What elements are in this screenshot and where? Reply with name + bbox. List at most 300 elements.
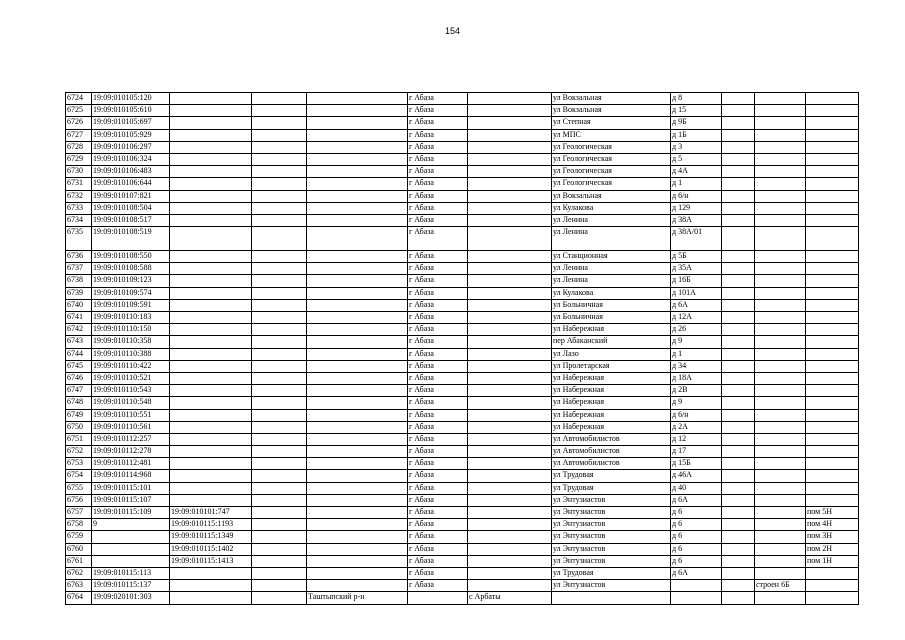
row-number-cell: 6735 xyxy=(66,227,92,251)
row-number-cell: 6749 xyxy=(66,409,92,421)
street-cell: ул Набережная xyxy=(552,372,671,384)
cadastral-number-cell: 19:09:010115:109 xyxy=(92,507,170,519)
row-number-cell: 6755 xyxy=(66,482,92,494)
cadastral-number-cell: 19:09:010112:278 xyxy=(92,446,170,458)
col-10-cell xyxy=(722,397,755,409)
table-row xyxy=(66,543,859,555)
district-cell xyxy=(307,409,408,421)
street-cell: ул Набережная xyxy=(552,385,671,397)
district-cell xyxy=(307,299,408,311)
premises-cell xyxy=(806,251,859,263)
building-cell xyxy=(755,129,806,141)
row-number-cell: 6740 xyxy=(66,299,92,311)
building-cell xyxy=(755,360,806,372)
table-row xyxy=(66,166,859,178)
row-number-cell: 6729 xyxy=(66,153,92,165)
house-cell: д 6А xyxy=(671,299,722,311)
cadastral-number-2-cell xyxy=(170,324,252,336)
settlement-cell xyxy=(468,202,552,214)
street-cell: ул Лазо xyxy=(552,348,671,360)
col-4-cell xyxy=(252,507,307,519)
table-row xyxy=(66,287,859,299)
cadastral-number-cell: 19:09:010110:561 xyxy=(92,421,170,433)
house-cell: д 1 xyxy=(671,348,722,360)
table-row xyxy=(66,433,859,445)
register-table xyxy=(65,92,859,605)
col-10-cell xyxy=(722,166,755,178)
street-cell: ул Геологическая xyxy=(552,178,671,190)
col-10-cell xyxy=(722,129,755,141)
cadastral-number-cell: 19:09:010108:588 xyxy=(92,263,170,275)
col-4-cell xyxy=(252,567,307,579)
table-row xyxy=(66,324,859,336)
table-row xyxy=(66,409,859,421)
premises-cell xyxy=(806,446,859,458)
table-row xyxy=(66,458,859,470)
settlement-cell xyxy=(468,494,552,506)
street-cell xyxy=(552,592,671,604)
row-number-cell: 6731 xyxy=(66,178,92,190)
premises-cell: пом 5Н xyxy=(806,507,859,519)
settlement-cell xyxy=(468,519,552,531)
district-cell xyxy=(307,190,408,202)
street-cell: ул Автомобилистов xyxy=(552,458,671,470)
house-cell: д 9 xyxy=(671,336,722,348)
col-10-cell xyxy=(722,227,755,251)
building-cell xyxy=(755,592,806,604)
row-number-cell: 6748 xyxy=(66,397,92,409)
cadastral-number-cell: 19:09:010105:929 xyxy=(92,129,170,141)
col-4-cell xyxy=(252,580,307,592)
cadastral-number-2-cell xyxy=(170,141,252,153)
settlement-cell xyxy=(468,555,552,567)
table-row xyxy=(66,360,859,372)
cadastral-number-cell xyxy=(92,555,170,567)
premises-cell: пом 1Н xyxy=(806,555,859,567)
settlement-cell xyxy=(468,543,552,555)
district-cell xyxy=(307,117,408,129)
city-cell: г Абаза xyxy=(408,227,468,251)
cadastral-number-2-cell xyxy=(170,93,252,105)
building-cell xyxy=(755,178,806,190)
city-cell: г Абаза xyxy=(408,372,468,384)
district-cell xyxy=(307,251,408,263)
col-10-cell xyxy=(722,190,755,202)
cadastral-number-2-cell xyxy=(170,336,252,348)
settlement-cell xyxy=(468,299,552,311)
street-cell: ул МПС xyxy=(552,129,671,141)
row-number-cell: 6756 xyxy=(66,494,92,506)
settlement-cell xyxy=(468,397,552,409)
row-number-cell: 6734 xyxy=(66,214,92,226)
col-10-cell xyxy=(722,446,755,458)
table-row xyxy=(66,421,859,433)
house-cell: д 6/н xyxy=(671,409,722,421)
street-cell: ул Геологическая xyxy=(552,153,671,165)
house-cell: д 4А xyxy=(671,166,722,178)
premises-cell xyxy=(806,336,859,348)
building-cell xyxy=(755,348,806,360)
house-cell: д 1Б xyxy=(671,129,722,141)
settlement-cell xyxy=(468,227,552,251)
row-number-cell: 6742 xyxy=(66,324,92,336)
premises-cell xyxy=(806,360,859,372)
row-number-cell: 6763 xyxy=(66,580,92,592)
cadastral-number-cell: 19:09:010115:107 xyxy=(92,494,170,506)
col-10-cell xyxy=(722,93,755,105)
col-10-cell xyxy=(722,470,755,482)
row-number-cell: 6750 xyxy=(66,421,92,433)
col-4-cell xyxy=(252,446,307,458)
street-cell: ул Кулакова xyxy=(552,202,671,214)
cadastral-number-2-cell xyxy=(170,458,252,470)
settlement-cell xyxy=(468,470,552,482)
table-row xyxy=(66,372,859,384)
col-4-cell xyxy=(252,312,307,324)
col-4-cell xyxy=(252,251,307,263)
district-cell xyxy=(307,312,408,324)
street-cell: ул Трудовая xyxy=(552,470,671,482)
table-row xyxy=(66,531,859,543)
premises-cell xyxy=(806,482,859,494)
row-number-cell: 6758 xyxy=(66,519,92,531)
cadastral-number-2-cell xyxy=(170,446,252,458)
table-row xyxy=(66,494,859,506)
district-cell xyxy=(307,348,408,360)
city-cell: г Абаза xyxy=(408,214,468,226)
premises-cell xyxy=(806,372,859,384)
row-number-cell: 6727 xyxy=(66,129,92,141)
table-row xyxy=(66,507,859,519)
city-cell: г Абаза xyxy=(408,287,468,299)
col-4-cell xyxy=(252,129,307,141)
street-cell: ул Энтузиастов xyxy=(552,507,671,519)
col-4-cell xyxy=(252,202,307,214)
building-cell xyxy=(755,312,806,324)
house-cell: д 26 xyxy=(671,324,722,336)
street-cell: ул Ленина xyxy=(552,263,671,275)
settlement-cell xyxy=(468,178,552,190)
col-4-cell xyxy=(252,263,307,275)
building-cell xyxy=(755,385,806,397)
col-10-cell xyxy=(722,543,755,555)
col-10-cell xyxy=(722,202,755,214)
row-number-cell: 6738 xyxy=(66,275,92,287)
cadastral-number-2-cell xyxy=(170,409,252,421)
house-cell: д 2В xyxy=(671,385,722,397)
street-cell: ул Автомобилистов xyxy=(552,433,671,445)
cadastral-number-2-cell xyxy=(170,166,252,178)
city-cell: г Абаза xyxy=(408,494,468,506)
table-row xyxy=(66,117,859,129)
table-row xyxy=(66,312,859,324)
col-4-cell xyxy=(252,227,307,251)
table-row xyxy=(66,129,859,141)
premises-cell xyxy=(806,263,859,275)
col-4-cell xyxy=(252,360,307,372)
col-10-cell xyxy=(722,251,755,263)
cadastral-number-cell: 19:09:010106:324 xyxy=(92,153,170,165)
col-4-cell xyxy=(252,299,307,311)
settlement-cell xyxy=(468,360,552,372)
col-10-cell xyxy=(722,580,755,592)
city-cell: г Абаза xyxy=(408,482,468,494)
settlement-cell xyxy=(468,324,552,336)
house-cell: д 18А xyxy=(671,372,722,384)
building-cell xyxy=(755,421,806,433)
street-cell: ул Энтузиастов xyxy=(552,531,671,543)
row-number-cell: 6759 xyxy=(66,531,92,543)
settlement-cell xyxy=(468,421,552,433)
premises-cell xyxy=(806,385,859,397)
settlement-cell xyxy=(468,482,552,494)
district-cell xyxy=(307,519,408,531)
col-4-cell xyxy=(252,287,307,299)
house-cell: д 16Б xyxy=(671,275,722,287)
col-10-cell xyxy=(722,348,755,360)
table-row xyxy=(66,227,859,251)
table-row xyxy=(66,141,859,153)
building-cell xyxy=(755,153,806,165)
district-cell xyxy=(307,93,408,105)
house-cell: д 6 xyxy=(671,543,722,555)
table-row xyxy=(66,105,859,117)
premises-cell xyxy=(806,494,859,506)
col-10-cell xyxy=(722,141,755,153)
cadastral-number-cell: 19:09:010110:150 xyxy=(92,324,170,336)
district-cell xyxy=(307,105,408,117)
street-cell: ул Ленина xyxy=(552,227,671,251)
cadastral-number-2-cell xyxy=(170,129,252,141)
cadastral-number-cell: 19:09:010106:483 xyxy=(92,166,170,178)
cadastral-number-2-cell xyxy=(170,494,252,506)
col-4-cell xyxy=(252,470,307,482)
row-number-cell: 6757 xyxy=(66,507,92,519)
settlement-cell xyxy=(468,567,552,579)
row-number-cell: 6760 xyxy=(66,543,92,555)
page-number: 154 xyxy=(444,26,461,36)
building-cell xyxy=(755,543,806,555)
table-row xyxy=(66,178,859,190)
settlement-cell xyxy=(468,129,552,141)
city-cell: г Абаза xyxy=(408,178,468,190)
building-cell xyxy=(755,166,806,178)
col-10-cell xyxy=(722,105,755,117)
row-number-cell: 6726 xyxy=(66,117,92,129)
table-row xyxy=(66,251,859,263)
building-cell xyxy=(755,287,806,299)
cadastral-number-2-cell xyxy=(170,385,252,397)
house-cell: д 1 xyxy=(671,178,722,190)
premises-cell xyxy=(806,470,859,482)
city-cell: г Абаза xyxy=(408,263,468,275)
street-cell: ул Пролетарская xyxy=(552,360,671,372)
cadastral-number-cell: 19:09:010109:123 xyxy=(92,275,170,287)
building-cell xyxy=(755,494,806,506)
city-cell: г Абаза xyxy=(408,470,468,482)
settlement-cell: с Арбаты xyxy=(468,592,552,604)
row-number-cell: 6739 xyxy=(66,287,92,299)
cadastral-number-cell: 19:09:010115:113 xyxy=(92,567,170,579)
row-number-cell: 6733 xyxy=(66,202,92,214)
district-cell xyxy=(307,227,408,251)
settlement-cell xyxy=(468,117,552,129)
row-number-cell: 6754 xyxy=(66,470,92,482)
col-10-cell xyxy=(722,409,755,421)
cadastral-number-cell: 19:09:010110:358 xyxy=(92,336,170,348)
col-4-cell xyxy=(252,105,307,117)
cadastral-number-cell: 19:09:010110:521 xyxy=(92,372,170,384)
cadastral-number-cell: 19:09:010105:697 xyxy=(92,117,170,129)
row-number-cell: 6728 xyxy=(66,141,92,153)
building-cell xyxy=(755,141,806,153)
settlement-cell xyxy=(468,348,552,360)
building-cell: строен 6Б xyxy=(755,580,806,592)
city-cell: г Абаза xyxy=(408,202,468,214)
street-cell: ул Ленина xyxy=(552,214,671,226)
district-cell xyxy=(307,433,408,445)
col-10-cell xyxy=(722,433,755,445)
row-number-cell: 6747 xyxy=(66,385,92,397)
street-cell: ул Вокзальная xyxy=(552,93,671,105)
cadastral-number-cell: 19:09:010105:610 xyxy=(92,105,170,117)
table-row xyxy=(66,580,859,592)
col-4-cell xyxy=(252,494,307,506)
premises-cell xyxy=(806,312,859,324)
cadastral-number-2-cell xyxy=(170,202,252,214)
col-10-cell xyxy=(722,360,755,372)
street-cell: ул Станционная xyxy=(552,251,671,263)
district-cell xyxy=(307,153,408,165)
col-4-cell xyxy=(252,324,307,336)
premises-cell: пом 2Н xyxy=(806,543,859,555)
row-number-cell: 6746 xyxy=(66,372,92,384)
district-cell xyxy=(307,263,408,275)
house-cell: д 5 xyxy=(671,153,722,165)
col-4-cell xyxy=(252,409,307,421)
cadastral-number-cell: 19:09:010105:120 xyxy=(92,93,170,105)
district-cell xyxy=(307,507,408,519)
building-cell xyxy=(755,433,806,445)
house-cell: д 46А xyxy=(671,470,722,482)
settlement-cell xyxy=(468,153,552,165)
city-cell: г Абаза xyxy=(408,93,468,105)
row-number-cell: 6762 xyxy=(66,567,92,579)
premises-cell xyxy=(806,105,859,117)
city-cell: г Абаза xyxy=(408,275,468,287)
premises-cell xyxy=(806,299,859,311)
premises-cell xyxy=(806,129,859,141)
cadastral-number-2-cell xyxy=(170,275,252,287)
premises-cell xyxy=(806,214,859,226)
premises-cell xyxy=(806,141,859,153)
street-cell: ул Энтузиастов xyxy=(552,555,671,567)
district-cell xyxy=(307,178,408,190)
cadastral-number-2-cell xyxy=(170,263,252,275)
table-row xyxy=(66,275,859,287)
table-row xyxy=(66,592,859,604)
col-4-cell xyxy=(252,93,307,105)
cadastral-number-2-cell xyxy=(170,433,252,445)
district-cell xyxy=(307,214,408,226)
col-4-cell xyxy=(252,166,307,178)
col-10-cell xyxy=(722,336,755,348)
building-cell xyxy=(755,202,806,214)
premises-cell xyxy=(806,202,859,214)
house-cell: д 34 xyxy=(671,360,722,372)
table-row xyxy=(66,336,859,348)
city-cell: г Абаза xyxy=(408,580,468,592)
col-10-cell xyxy=(722,519,755,531)
settlement-cell xyxy=(468,190,552,202)
street-cell: ул Энтузиастов xyxy=(552,519,671,531)
premises-cell: пом 4Н xyxy=(806,519,859,531)
cadastral-number-2-cell xyxy=(170,299,252,311)
col-10-cell xyxy=(722,482,755,494)
cadastral-number-2-cell xyxy=(170,372,252,384)
house-cell: д 12А xyxy=(671,312,722,324)
col-4-cell xyxy=(252,348,307,360)
settlement-cell xyxy=(468,458,552,470)
settlement-cell xyxy=(468,93,552,105)
table-row xyxy=(66,348,859,360)
col-4-cell xyxy=(252,397,307,409)
building-cell xyxy=(755,227,806,251)
house-cell: д 9 xyxy=(671,397,722,409)
col-4-cell xyxy=(252,421,307,433)
settlement-cell xyxy=(468,251,552,263)
house-cell: д 6 xyxy=(671,555,722,567)
city-cell: г Абаза xyxy=(408,519,468,531)
district-cell xyxy=(307,141,408,153)
building-cell xyxy=(755,458,806,470)
premises-cell xyxy=(806,458,859,470)
settlement-cell xyxy=(468,531,552,543)
col-10-cell xyxy=(722,214,755,226)
cadastral-number-cell: 19:09:010110:183 xyxy=(92,312,170,324)
table-row xyxy=(66,446,859,458)
district-cell xyxy=(307,580,408,592)
cadastral-number-cell: 19:09:010107:821 xyxy=(92,190,170,202)
col-4-cell xyxy=(252,482,307,494)
col-4-cell xyxy=(252,275,307,287)
row-number-cell: 6751 xyxy=(66,433,92,445)
cadastral-number-2-cell: 19:09:010115:1402 xyxy=(170,543,252,555)
table-row xyxy=(66,555,859,567)
city-cell: г Абаза xyxy=(408,153,468,165)
cadastral-number-2-cell xyxy=(170,312,252,324)
settlement-cell xyxy=(468,336,552,348)
col-10-cell xyxy=(722,531,755,543)
cadastral-number-2-cell xyxy=(170,580,252,592)
cadastral-number-cell: 19:09:010110:551 xyxy=(92,409,170,421)
col-10-cell xyxy=(722,372,755,384)
settlement-cell xyxy=(468,166,552,178)
cadastral-number-2-cell: 19:09:010115:1349 xyxy=(170,531,252,543)
street-cell: ул Степная xyxy=(552,117,671,129)
table-row xyxy=(66,482,859,494)
col-10-cell xyxy=(722,494,755,506)
row-number-cell: 6725 xyxy=(66,105,92,117)
row-number-cell: 6736 xyxy=(66,251,92,263)
premises-cell xyxy=(806,227,859,251)
col-4-cell xyxy=(252,153,307,165)
building-cell xyxy=(755,324,806,336)
house-cell: д 6 xyxy=(671,519,722,531)
house-cell: д 2А xyxy=(671,421,722,433)
col-4-cell xyxy=(252,433,307,445)
col-4-cell xyxy=(252,555,307,567)
